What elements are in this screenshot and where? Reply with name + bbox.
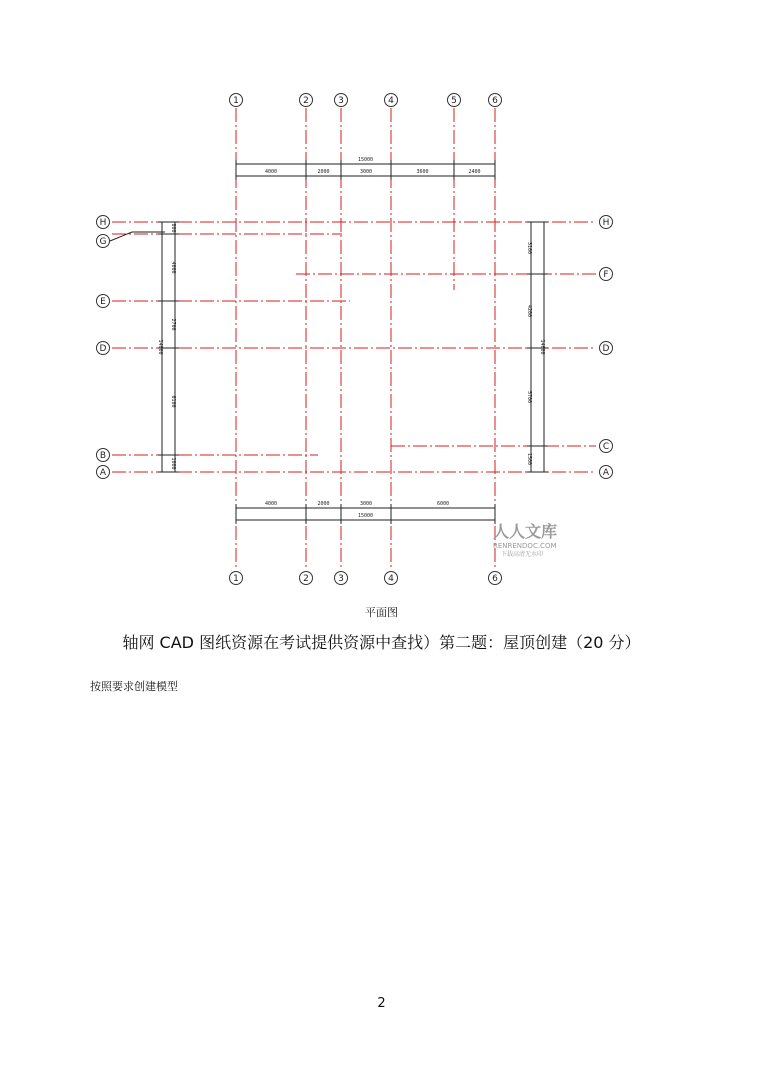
grid-bubble	[489, 572, 502, 585]
dimension-label: 5700	[526, 390, 532, 404]
dimension-label: 3600	[416, 169, 429, 175]
dimension-total-label: 15000	[357, 157, 374, 163]
instruction-text: 按照要求创建模型	[90, 680, 178, 693]
grid-bubble	[385, 572, 398, 585]
grid-bubble	[600, 268, 613, 281]
grid-bubble-label: 1	[233, 574, 239, 584]
grid-bubble	[489, 94, 502, 107]
dimension-label: 2000	[317, 169, 330, 175]
grid-lines	[112, 108, 596, 570]
dimension-label: 3100	[526, 241, 532, 255]
watermark	[493, 522, 557, 558]
grid-bubble-label: F	[603, 270, 609, 280]
grid-bubble-label: 4	[388, 574, 394, 584]
grid-bubble	[97, 295, 110, 308]
dimension-label: 4200	[526, 304, 532, 318]
grid-bubble-label: E	[100, 297, 106, 307]
grid-bubble	[600, 440, 613, 453]
grid-bubble	[300, 572, 313, 585]
grid-bubble	[448, 94, 461, 107]
leader-line	[110, 232, 165, 241]
dimension-label: 800	[170, 223, 176, 233]
dimension-label: 3000	[359, 501, 373, 507]
watermark-site: RENRENDOC.COM	[493, 542, 557, 550]
dimension-label: 2700	[170, 318, 176, 331]
grid-bubble-label: 5	[451, 96, 457, 106]
dimension-label: 2400	[468, 169, 481, 175]
page-number: 2	[377, 996, 386, 1011]
grid-bubble	[97, 216, 110, 229]
grid-bubble	[97, 342, 110, 355]
grid-bubble-label: 3	[338, 96, 344, 106]
grid-bubble-label: 3	[338, 574, 344, 584]
dimension-lines	[110, 157, 548, 524]
grid-bubble-label: C	[602, 442, 610, 452]
dimension-total-label: 14600	[539, 339, 545, 355]
grid-bubble-label: D	[99, 344, 107, 354]
grid-bubble	[97, 449, 110, 462]
dimension-label: 6000	[436, 501, 450, 507]
grid-bubble-label: B	[99, 451, 107, 461]
dimension-label: 4000	[264, 169, 278, 175]
drawing-caption: 平面图	[365, 606, 398, 619]
dimension-label: 4000	[264, 501, 278, 507]
grid-bubble-label: A	[99, 468, 107, 478]
grid-bubble	[97, 235, 110, 248]
grid-bubble	[600, 342, 613, 355]
grid-bubble-label: 2	[303, 96, 309, 106]
grid-bubble	[300, 94, 313, 107]
dimension-label: 4000	[170, 261, 176, 274]
grid-bubble-label: 2	[303, 574, 309, 584]
grid-bubble-label: H	[99, 218, 107, 228]
grid-bubble	[230, 94, 243, 107]
grid-bubble-label: A	[602, 468, 610, 478]
grid-bubble-label: 4	[388, 96, 394, 106]
grid-bubble	[97, 466, 110, 479]
grid-bubble-label: D	[602, 344, 610, 354]
grid-bubble-label: G	[99, 237, 107, 247]
grid-bubbles	[97, 94, 613, 585]
dimension-total-label: 14600	[157, 339, 163, 355]
grid-bubble	[230, 572, 243, 585]
grid-bubble	[600, 466, 613, 479]
watermark-brand: 人人文库	[493, 522, 558, 541]
grid-bubble	[600, 216, 613, 229]
grid-bubble-label: 6	[492, 96, 498, 106]
dimension-label: 2000	[317, 501, 330, 507]
watermark-slogan: 下载高清无水印	[501, 551, 544, 558]
grid-bubble-label: 6	[492, 574, 498, 584]
grid-bubble	[335, 94, 348, 107]
dimension-label: 1500	[526, 452, 532, 466]
dimension-total-label: 15000	[357, 513, 374, 519]
dimension-label: 3000	[359, 169, 373, 175]
grid-bubble-label: 1	[233, 96, 239, 106]
grid-bubble	[385, 94, 398, 107]
dimension-label: 6100	[170, 395, 176, 408]
grid-bubble-label: H	[602, 218, 610, 228]
dimension-label: 1000	[170, 457, 176, 470]
question-heading: 轴网 CAD 图纸资源在考试提供资源中查找）第二题：屋顶创建（20 分）	[122, 633, 641, 652]
grid-bubble	[335, 572, 348, 585]
